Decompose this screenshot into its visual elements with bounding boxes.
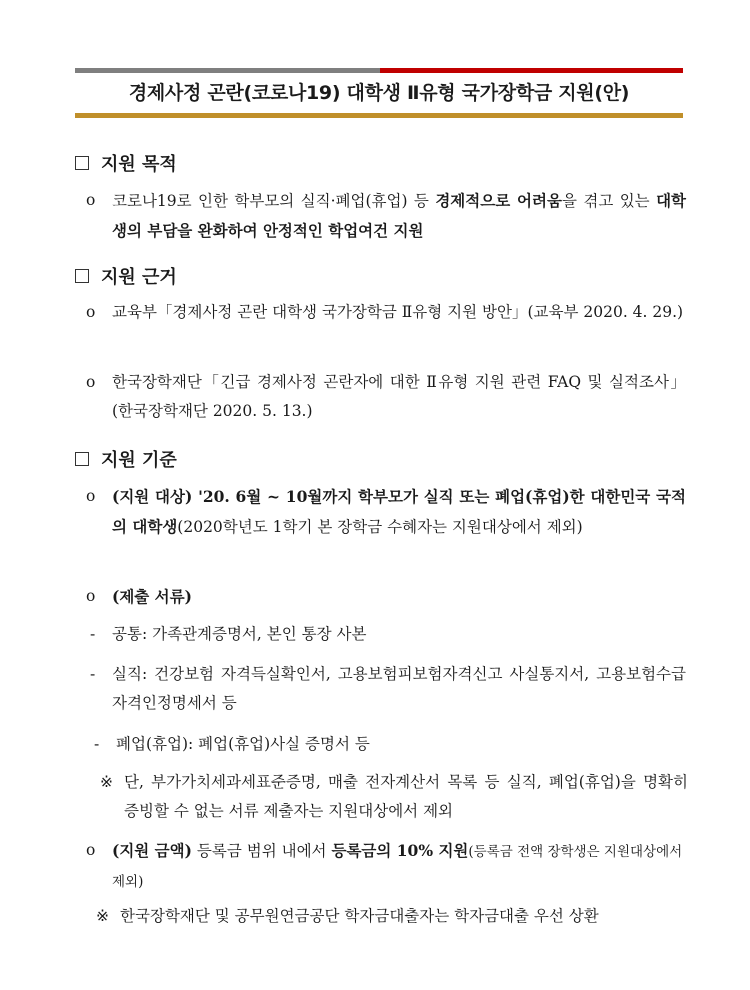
purpose-item <box>86 186 686 246</box>
bullet-circle-icon: o <box>86 487 96 505</box>
basis-item-2 <box>86 368 686 426</box>
bullet-circle-icon: o <box>86 841 96 859</box>
checkbox-square-icon <box>75 156 89 170</box>
documents-note: ※ 단, 부가가치세과세표준증명, 매출 전자계산서 목록 등 실직, 폐업(휴업)을 명확히 증빙할 수 없는 서류 제출자는 지원대상에서 제외 <box>100 768 688 826</box>
basis-item-1 <box>86 298 686 327</box>
section-heading-basis <box>75 263 177 289</box>
dash-icon: - <box>94 735 100 753</box>
bullet-circle-icon: o <box>86 303 96 321</box>
section-heading-criteria <box>75 446 177 472</box>
document-title: 경제사정 곤란(코로나19) 대학생 Ⅱ유형 국가장학금 지원(안) <box>128 82 630 104</box>
final-note: ※ 한국장학재단 및 공무원연금공단 학자금대출자는 학자금대출 우선 상환 <box>96 902 688 931</box>
eligibility-item <box>86 482 686 542</box>
amount-item <box>86 836 686 897</box>
purpose-text: 코로나19로 인한 학부모의 실직·폐업(휴업) 등 경제적으로 어려움을 겪고 있는 대학생의 부담을 완화하여 안정적인 학업여건 지원 <box>112 191 687 240</box>
title-top-bar <box>75 68 683 73</box>
section-heading-text: 지원 기준 <box>101 450 177 471</box>
reference-mark-icon: ※ <box>96 907 109 925</box>
bullet-circle-icon: o <box>86 191 96 209</box>
bullet-circle-icon: o <box>86 373 96 391</box>
title-top-bar-gray <box>75 68 380 73</box>
document-closure: - 폐업(휴업): 폐업(휴업)사실 증명서 등 <box>94 730 690 759</box>
checkbox-square-icon <box>75 269 89 283</box>
document-unemployment: - 실직: 건강보험 자격득실확인서, 고용보험피보험자격신고 사실통지서, 고용보험수급자격인정명세서 등 <box>90 660 686 718</box>
documents-item <box>86 582 686 611</box>
title-bottom-bar <box>75 113 683 118</box>
section-heading-text: 지원 근거 <box>101 267 177 288</box>
dash-icon: - <box>90 665 96 683</box>
reference-mark-icon: ※ <box>100 773 113 791</box>
document-common: - 공통: 가족관계증명서, 본인 통장 사본 <box>90 620 686 649</box>
checkbox-square-icon <box>75 452 89 466</box>
documents-heading: (제출 서류) <box>112 587 192 606</box>
basis-text-1: 교육부「경제사정 곤란 대학생 국가장학금 Ⅱ유형 지원 방안」(교육부 2020. 4. 29.) <box>112 303 684 321</box>
bullet-circle-icon: o <box>86 587 96 605</box>
basis-text-2: 한국장학재단「긴급 경제사정 곤란자에 대한 Ⅱ유형 지원 관련 FAQ 및 실적조사」(한국장학재단 2020. 5. 13.) <box>112 373 686 420</box>
section-heading-purpose <box>75 150 177 176</box>
dash-icon: - <box>90 625 96 643</box>
amount-text: (지원 금액) 등록금 범위 내에서 등록금의 10% 지원(등록금 전액 장학생은 지원대상에서 제외) <box>112 841 683 890</box>
title-top-bar-red <box>380 68 683 73</box>
eligibility-text: (지원 대상) '20. 6월 ~ 10월까지 학부모가 실직 또는 폐업(휴업)한 대한민국 국적의 대학생(2020학년도 1학기 본 장학금 수혜자는 지원대상에서 제외) <box>112 487 686 536</box>
section-heading-text: 지원 목적 <box>101 154 177 175</box>
